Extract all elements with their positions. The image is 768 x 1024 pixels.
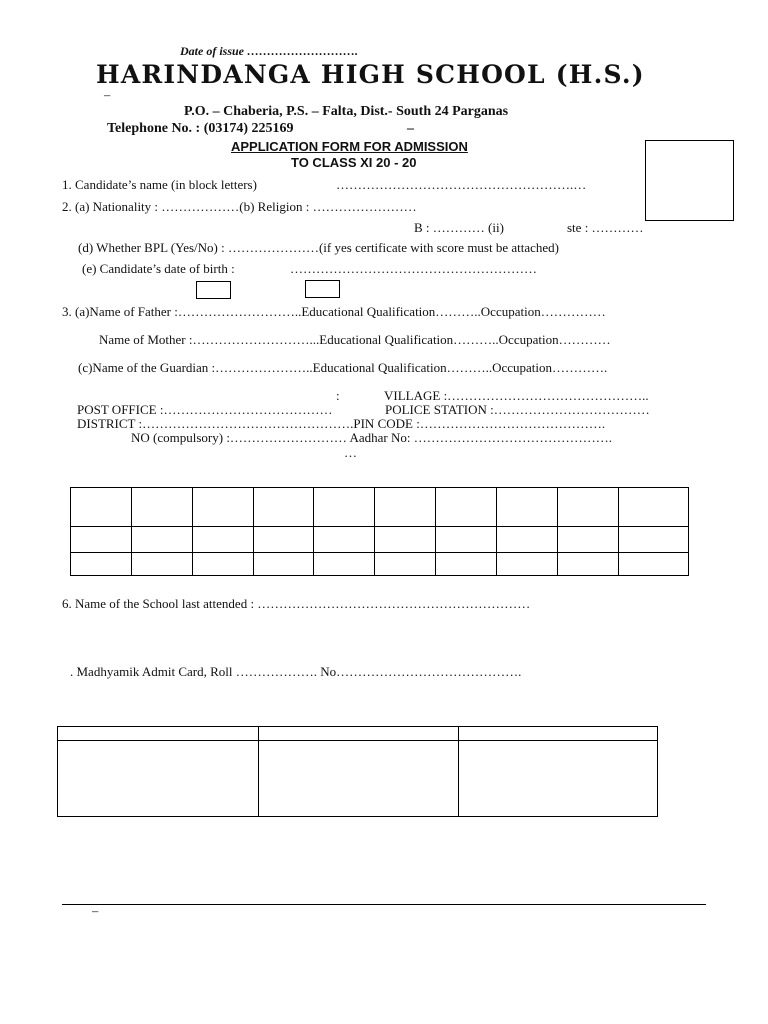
police-station-field[interactable]: POLICE STATION :……………………………… [385, 402, 650, 417]
table-cell[interactable] [58, 741, 259, 817]
header-dash: – [104, 88, 111, 102]
table-cell[interactable] [254, 527, 314, 553]
school-address: P.O. – Chaberia, P.S. – Falta, Dist.- South 24 Parganas [184, 104, 509, 119]
district-pincode-field[interactable]: DISTRICT :………………………………………….PIN CODE :……………………………………. [77, 416, 606, 431]
table-cell[interactable] [259, 727, 459, 741]
table-cell[interactable] [375, 553, 436, 576]
table-cell[interactable] [558, 527, 619, 553]
last-school-field[interactable]: 6. Name of the School last attended : ……………………………………………………… [62, 596, 531, 611]
telephone-number: Telephone No. : (03174) 225169 [107, 121, 294, 136]
table-cell[interactable] [132, 488, 193, 527]
photo-box[interactable] [645, 140, 734, 221]
table-cell[interactable] [436, 527, 497, 553]
table-cell[interactable] [558, 553, 619, 576]
table-cell[interactable] [497, 527, 558, 553]
address-colon: : [336, 388, 340, 403]
post-office-field[interactable]: POST OFFICE :………………………………… [77, 402, 333, 417]
school-name: HARINDANGA HIGH SCHOOL (H.S.) [96, 60, 645, 89]
table-cell[interactable] [132, 553, 193, 576]
phone-aadhar-field[interactable]: NO (compulsory) :……………………… Aadhar No: ………………………………………. [131, 430, 612, 445]
footer-rule [62, 904, 706, 905]
table-cell[interactable] [193, 553, 254, 576]
madhyamik-field[interactable]: . Madhyamik Admit Card, Roll ………………. No……………………………………. [70, 664, 522, 679]
table-cell[interactable] [193, 527, 254, 553]
telephone-dash: – [407, 121, 414, 136]
table-cell[interactable] [254, 488, 314, 527]
dob-field[interactable]: ………………………………………………… [290, 261, 537, 276]
table-cell[interactable] [314, 553, 375, 576]
village-field[interactable]: VILLAGE :……………………………………….. [384, 388, 649, 403]
table-cell[interactable] [459, 727, 658, 741]
table-cell[interactable] [254, 553, 314, 576]
table-cell[interactable] [459, 741, 658, 817]
checkbox-1[interactable] [196, 281, 231, 299]
marks-table [70, 487, 689, 576]
table-cell[interactable] [259, 741, 459, 817]
mother-field[interactable]: Name of Mother :………………………...Educational Qualification………..Occupation………… [99, 332, 611, 347]
class-line: TO CLASS XI 20 - 20 [291, 155, 417, 170]
dob-label: (e) Candidate’s date of birth : [82, 261, 235, 276]
table-cell[interactable] [132, 527, 193, 553]
father-field[interactable]: 3. (a)Name of Father :………………………..Educational Qualification………..Occupation…………… [62, 304, 606, 319]
table-cell[interactable] [436, 553, 497, 576]
table-cell[interactable] [619, 553, 689, 576]
table-cell[interactable] [314, 527, 375, 553]
table-cell[interactable] [375, 488, 436, 527]
date-of-issue: Date of issue ………………………. [180, 44, 358, 58]
table-cell[interactable] [71, 527, 132, 553]
caste-b-field[interactable]: B : ………… (ii) [414, 220, 504, 235]
details-table [57, 726, 658, 817]
candidate-name-label: 1. Candidate’s name (in block letters) [62, 177, 257, 192]
footer-dash: – [92, 904, 99, 918]
table-cell[interactable] [497, 488, 558, 527]
table-cell[interactable] [436, 488, 497, 527]
bpl-field[interactable]: (d) Whether BPL (Yes/No) : …………………(if yes certificate with score must be attached) [78, 240, 559, 255]
table-cell[interactable] [314, 488, 375, 527]
table-cell[interactable] [71, 553, 132, 576]
nationality-religion-field[interactable]: 2. (a) Nationality : ………………(b) Religion : …………………… [62, 199, 417, 214]
table-cell[interactable] [71, 488, 132, 527]
table-cell[interactable] [497, 553, 558, 576]
table-cell[interactable] [375, 527, 436, 553]
candidate-name-field[interactable]: ……………………………………………….… [336, 177, 587, 192]
form-title: APPLICATION FORM FOR ADMISSION [231, 139, 468, 154]
table-cell[interactable] [193, 488, 254, 527]
guardian-field[interactable]: (c)Name of the Guardian :…………………..Educational Qualification………..Occupation…………. [78, 360, 608, 375]
table-cell[interactable] [619, 488, 689, 527]
table-cell[interactable] [58, 727, 259, 741]
checkbox-2[interactable] [305, 280, 340, 298]
table-cell[interactable] [558, 488, 619, 527]
caste-ste-field[interactable]: ste : ………… [567, 220, 644, 235]
address-ellipsis: … [344, 445, 357, 460]
table-cell[interactable] [619, 527, 689, 553]
